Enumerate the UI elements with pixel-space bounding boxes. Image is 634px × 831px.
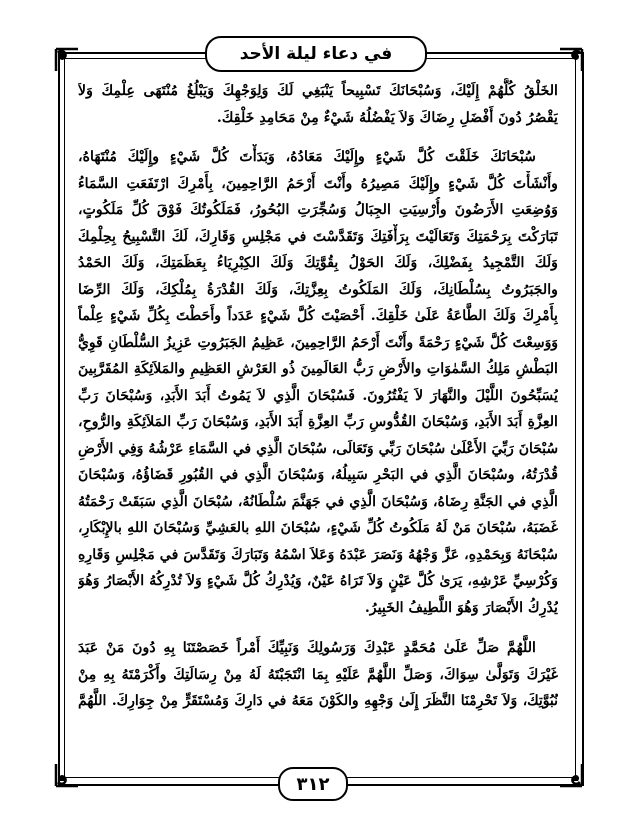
text-line: يَقْصُرُ دُونَ أَفْضَلِ رِضَاكَ وَلاَ يَفْضُلُهُ شَيْءٌ مِنْ مَحَامِدِ خَلْقِكَ.	[216, 109, 558, 126]
paragraph	[78, 78, 558, 131]
text-line: وَكُرْسِيِّ عَرْشِهِ، يَرَىٰ كُلَّ عَيْنٍ وَلاَ تَرَاهُ عَيْنٌ، وَيُدْرِكُ كُلَّ شَيْءٍ وَلاَ تُدْرِكُهُ الأَبْصَارُ وَهُوَ	[78, 573, 558, 589]
corner-ornament-icon	[556, 45, 586, 75]
text-line: قُدْرَتُهُ، وسُبْحَانَ الَّذِي في البَحْرِ سَبِيلُهُ، وَسُبْحَانَ الَّذِي في القُبُورِ قَضَاؤُهُ، وَسُبْحَانَ	[78, 467, 558, 483]
text-line: سُبْحَانَهُ وَبِحَمْدِهِ، عَزَّ وَجْهُهُ وَنَصَرَ عَبْدَهُ وَعَلاَ اسْمُهُ وَتَبَارَكَ وَتَقَدَّسَ في مَجْلِسِ وَقَارِهِ	[78, 546, 558, 563]
text-line: تَبَارَكْتَ بِرَحْمَتِكَ وَتَعَالَيْتَ بِرَأْفَتِكَ وَتَقَدَّسْتَ في مَجْلِسِ وَقَارِكَ، لَكَ التَّسْبِيحُ بِحِلْمِكَ	[78, 228, 558, 245]
text-line: غَضَبَهُ، سُبْحَانَ مَنْ لَهُ مَلَكُوتُ كُلِّ شَيْءٍ، سُبْحَانَ اللهِ بالعَشِيِّ وَسُبْحَانَ اللهِ بالإِبْكَارِ،	[78, 520, 558, 536]
text-line: الَّذِي في الجَنَّةِ رِضَاهُ، وَسُبْحَانَ الَّذِي في جَهَنَّمَ سُلْطَانُهُ، سُبْحَانَ الَّذِي سَبَقَتْ رَحْمَتُهُ	[78, 493, 558, 510]
body-text	[78, 78, 558, 715]
text-line: والجَبَرُوتُ بِسُلْطَانِكَ، وَلَكَ المَلَكُوتُ بِعِزَّتِكَ، وَلَكَ القُدْرَةُ بِمُلْكِكَ، وَلَكَ الرِّضَا	[78, 281, 558, 298]
page-number: ٣١٢	[278, 767, 348, 801]
text-line: وَوَسِعْتَ كُلَّ شَيْءٍ رَحْمَةً وأَنْتَ أَرْحَمُ الرَّاحِمِينَ، عَظِيمُ الجَبَرُوتِ عَزِيزُ السُّلْطَانِ قَوِيُّ	[78, 334, 558, 351]
text-line: يُسَبِّحُونَ اللَّيْلَ والنَّهَارَ لاَ يَفْتُرُونَ. فَسُبْحَانَ الَّذِي لاَ يَمُوتُ أَبَدَ الأَبَدِ، وَسُبْحَانَ رَبِّ	[78, 387, 558, 404]
text-line: وَوُضِعَتِ الأَرَضُونَ وأُرْسِيَتِ الجِبَالُ وَسُجِّرَتِ البُحُورُ، فَمَلَكُوتُكَ فَوْقَ كُلِّ مَلَكُوتٍ،	[78, 202, 558, 218]
text-line: يُدْرِكُ الأَبْصَارَ وَهُوَ اللَّطِيفُ الخَبِيرُ.	[364, 599, 558, 616]
text-line: وَلَكَ التَّمْجِيدُ بِفَضْلِكَ، وَلَكَ الحَوْلُ بِقُوَّتِكَ وَلَكَ الكِبْرِيَاءُ بِعَظَمَتِكَ، وَلَكَ الحَمْدُ	[78, 255, 558, 271]
text-line: الخَلْقُ كُلُّهُمْ إِلَيْكَ، وَسُبْحَانَكَ تَسْبِيحاً يَنْبَغِي لَكَ وَلِوَجْهِكَ وَيَبْلُغُ مُنْتَهَى عِلْمِكَ وَلاَ	[78, 83, 558, 99]
corner-ornament-icon	[556, 760, 586, 790]
corner-ornament-icon	[52, 760, 82, 790]
text-line: سُبْحَانَ رَبِّيَ الأَعْلَىٰ سُبْحَانَ رَبِّي وَتَعَالَى، سُبْحَانَ الَّذِي في السَّمَاءِ عَرْشُهُ وَفِي الأَرْضِ	[78, 440, 558, 457]
text-line: اللَّهُمَّ صَلِّ عَلَىٰ مُحَمَّدٍ عَبْدِكَ وَرَسُولِكَ وَنَبِيِّكَ أَمْراً خَصَصْتَنَا بِهِ دُونَ مَنْ عَبَدَ	[78, 640, 536, 656]
page-title: في دعاء ليلة الأحد	[205, 36, 427, 72]
text-line: نُبُوَّتِكَ، وَلاَ تَحْرِمْنَا النَّظَرَ إِلَىٰ وَجْهِهِ والكَوْنَ مَعَهُ في دَارِكَ وَمُسْتَقَرٍّ مِنْ جِوَارِكَ. اللَّهُمَّ	[78, 693, 558, 709]
text-line: العِزَّةِ أَبَدَ الأَبَدِ، وَسُبْحَانَ القُدُّوسِ رَبِّ العِزَّةِ أَبَدَ الأَبَدِ، وَسُبْحَانَ رَبِّ المَلاَئِكَةِ والرُّوحِ،	[78, 414, 558, 430]
text-line: بِأَمْرِكَ وَلَكَ الطَّاعَةُ عَلَىٰ خَلْقِكَ. أَحْصَيْتَ كُلَّ شَيْءٍ عَدَداً وأَحَطْتَ بِكُلِّ شَيْءٍ عِلْماً	[78, 308, 558, 324]
paragraph	[78, 635, 558, 715]
text-line: البَطْشِ مَلِكُ السَّمٰوَاتِ والأَرْضِ رَبُّ العَالَمِينَ ذُو العَرْشِ العَظِيمِ والمَلاَئِكَةِ المُقَرَّبِينَ	[78, 361, 558, 377]
corner-ornament-icon	[52, 45, 82, 75]
text-line: غَيْرَكَ وَتَوَلَّىٰ سِوَاكَ، وَصَلِّ اللَّهُمَّ عَلَيْهِ بِمَا انْتَجَبْتَهُ لَهُ مِنْ رِسَالَتِكَ وأَكْرَمْتَهُ بِهِ مِنْ	[78, 666, 558, 683]
paragraph	[78, 144, 558, 621]
text-line: سُبْحَانَكَ خَلَقْتَ كُلَّ شَيْءٍ وإِلَيْكَ مَعَادُهُ، وَبَدَأْتَ كُلَّ شَيْءٍ وإِلَيْكَ مُنْتَهَاهُ،	[78, 149, 536, 165]
text-line: وأَنْشَأْتَ كُلَّ شَيْءٍ وإِلَيْكَ مَصِيرُهُ وأَنْتَ أَرْحَمُ الرَّاحِمِينَ، بِأَمْرِكَ ارْتَفَعَتِ السَّمَاءُ	[78, 175, 558, 192]
